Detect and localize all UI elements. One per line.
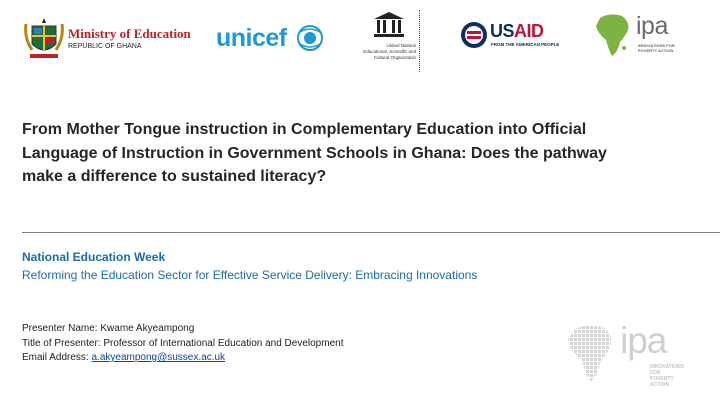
ipa-line-2: POVERTY ACTION	[638, 48, 674, 53]
unicef-logo	[216, 22, 326, 58]
moe-title: Ministry of Education	[68, 26, 191, 41]
unesco-logo	[358, 10, 424, 72]
presenter-title: Title of Presenter: Professor of International Education and Development	[22, 337, 344, 349]
presentation-title: From Mother Tongue instruction in Complementary Education into Official Language of Instruction in Government Schools in Ghana: Does the pathway make a difference to sustained literacy?	[22, 121, 607, 185]
unesco-line-2: Educational, Scientific and	[363, 49, 416, 54]
unesco-text	[358, 43, 416, 61]
ipa-logo-watermark	[566, 320, 694, 388]
unesco-line-3: Cultural Organization	[373, 55, 416, 60]
usaid-seal-icon	[460, 21, 488, 49]
presenter-info	[22, 322, 343, 366]
ipa-watermark-line-1: INNOVATIONS FOR	[650, 364, 684, 376]
presenter-email-row	[22, 351, 343, 366]
ipa-wordmark: ipa	[636, 12, 668, 40]
presenter-name: Presenter Name: Kwame Akyeampong	[22, 323, 195, 334]
usaid-wordmark	[490, 21, 544, 42]
email-label: Email Address:	[22, 352, 92, 363]
event-theme: Reforming the Education Sector for Effective Service Delivery: Embracing Innovations	[22, 268, 478, 282]
moe-subtitle: REPUBLIC OF GHANA	[68, 43, 142, 50]
ipa-africa-map-icon	[594, 12, 634, 58]
ipa-subtitle	[638, 43, 675, 53]
usaid-logo	[460, 19, 560, 53]
ipa-africa-map-watermark-icon	[566, 322, 618, 384]
ghana-coat-of-arms-icon	[24, 18, 64, 60]
ipa-watermark-subtitle	[650, 364, 694, 388]
unesco-dotted-divider	[419, 10, 422, 72]
ipa-line-1: INNOVATIONS FOR	[638, 43, 675, 48]
event-name: National Education Week	[22, 250, 166, 264]
unicef-globe-icon	[296, 24, 324, 52]
unesco-line-1: United Nations	[386, 43, 416, 48]
unicef-wordmark: unicef	[216, 24, 287, 52]
usaid-word-aid: AID	[514, 21, 544, 41]
ministry-of-education-logo	[22, 18, 191, 62]
unesco-temple-icon	[374, 12, 404, 38]
ipa-watermark-line-2: POVERTY ACTION	[650, 376, 674, 388]
title-divider	[22, 232, 720, 233]
ipa-logo-top	[594, 12, 690, 58]
usaid-subtitle: FROM THE AMERICAN PEOPLE	[491, 42, 560, 47]
ipa-watermark-wordmark: ipa	[620, 320, 667, 361]
usaid-word-us: US	[490, 21, 515, 41]
email-link[interactable]: a.akyeampong@sussex.ac.uk	[91, 352, 226, 363]
